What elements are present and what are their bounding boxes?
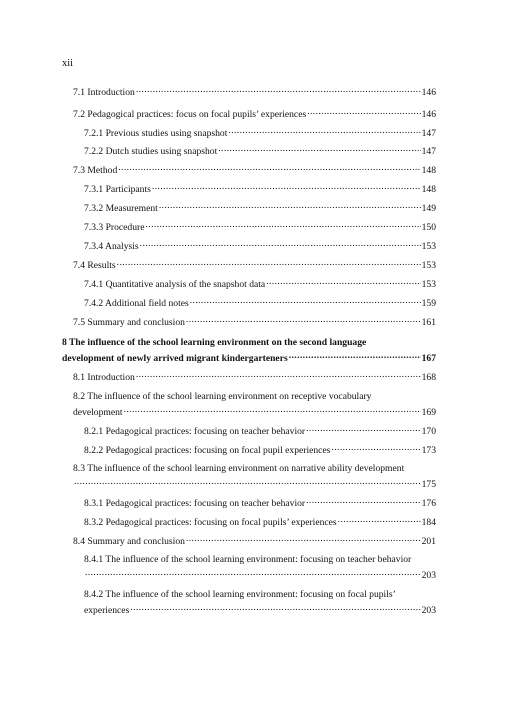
dot-leader xyxy=(140,238,421,249)
toc-entry[interactable] xyxy=(84,181,436,196)
toc-entry-title-line1[interactable]: 8.2 The influence of the school learning environment on receptive vocabulary xyxy=(73,391,372,402)
toc-entry-page: 153 xyxy=(421,241,436,252)
toc-entry[interactable] xyxy=(73,84,436,99)
dot-leader xyxy=(130,602,420,613)
toc-entry-title: 7.2 Pedagogical practices: focus on focal pupils’ experiences xyxy=(73,109,307,120)
toc-entry-title: 8.4 Summary and conclusion xyxy=(73,536,185,547)
toc-entry-page: 175 xyxy=(421,479,436,490)
toc-entry[interactable] xyxy=(84,295,436,310)
toc-entry[interactable] xyxy=(84,514,436,529)
toc-entry-page: 167 xyxy=(421,353,436,364)
toc-entry-title: 7.2.1 Previous studies using snapshot xyxy=(84,128,228,139)
toc-entry[interactable] xyxy=(84,219,436,234)
dot-leader xyxy=(218,143,420,154)
dot-leader xyxy=(152,181,421,192)
dot-leader xyxy=(228,125,420,136)
dot-leader xyxy=(85,567,421,578)
toc-chapter-title-line1[interactable]: 8 The influence of the school learning environment on the second language xyxy=(62,337,367,348)
toc-entry-page: 146 xyxy=(421,87,436,98)
toc-entry-page: 153 xyxy=(421,279,436,290)
toc-entry-title: 8.3.1 Pedagogical practices: focusing on teacher behavior xyxy=(84,498,306,509)
toc-entry-title: 7.5 Summary and conclusion xyxy=(73,317,185,328)
dot-leader xyxy=(266,276,420,287)
dot-leader xyxy=(117,257,421,268)
toc-entry-title: 7.2.2 Dutch studies using snapshot xyxy=(84,146,218,157)
toc-entry[interactable] xyxy=(73,404,436,419)
dot-leader xyxy=(118,162,420,173)
toc-entry-title: 7.4.1 Quantitative analysis of the snapshot data xyxy=(84,279,266,290)
toc-entry-title: 7.3.2 Measurement xyxy=(84,203,158,214)
toc-entry-title: 7.3 Method xyxy=(73,165,118,176)
toc-entry-title: 7.1 Introduction xyxy=(73,87,135,98)
toc-entry[interactable] xyxy=(73,162,436,177)
toc-entry-page: 161 xyxy=(421,317,436,328)
dot-leader xyxy=(159,200,421,211)
toc-entry-title: experiences xyxy=(84,605,130,616)
toc-entry-title-line1[interactable]: 8.3 The influence of the school learning environment on narrative ability development xyxy=(73,463,405,474)
toc-entry-title: 7.4.2 Additional field notes xyxy=(84,298,189,309)
toc-entry-title: 8.2.1 Pedagogical practices: focusing on teacher behavior xyxy=(84,426,306,437)
toc-entry-page: 170 xyxy=(421,426,436,437)
toc-entry-page: 150 xyxy=(421,222,436,233)
dot-leader xyxy=(186,314,421,325)
dot-leader xyxy=(306,423,421,434)
dot-leader xyxy=(289,350,421,361)
toc-entry[interactable] xyxy=(73,257,436,272)
toc-entry-page: 148 xyxy=(421,165,436,176)
dot-leader xyxy=(136,84,421,95)
toc-entry[interactable] xyxy=(84,567,436,582)
toc-entry-page: 168 xyxy=(421,372,436,383)
toc-entry-page: 148 xyxy=(421,184,436,195)
toc-entry[interactable] xyxy=(73,314,436,329)
toc-entry-page: 147 xyxy=(421,128,436,139)
toc-entry[interactable] xyxy=(84,423,436,438)
toc-entry[interactable] xyxy=(84,495,436,510)
toc-entry-page: 169 xyxy=(421,407,436,418)
toc-entry[interactable] xyxy=(84,602,436,617)
toc-entry[interactable] xyxy=(73,476,436,491)
toc-entry-title: 7.3.3 Procedure xyxy=(84,222,145,233)
toc-entry-page: 203 xyxy=(421,605,436,616)
dot-leader xyxy=(331,442,420,453)
toc-entry-page: 173 xyxy=(421,445,436,456)
toc-entry-title: development of newly arrived migrant kindergarteners xyxy=(62,353,288,364)
toc-entry[interactable] xyxy=(84,143,436,158)
dot-leader xyxy=(145,219,420,230)
dot-leader xyxy=(186,533,421,544)
toc-entry-title: 8.3.2 Pedagogical practices: focusing on focal pupils’ experiences xyxy=(84,517,337,528)
toc-entry[interactable] xyxy=(84,200,436,215)
dot-leader xyxy=(124,404,421,415)
dot-leader xyxy=(136,369,421,380)
dot-leader xyxy=(338,514,421,525)
toc-entry[interactable] xyxy=(73,369,436,384)
toc-entry-title-line1[interactable]: 8.4.1 The influence of the school learning environment: focusing on teacher behavior xyxy=(84,554,412,565)
dot-leader xyxy=(74,476,421,487)
toc-chapter-entry[interactable] xyxy=(62,350,436,365)
toc-entry-page: 201 xyxy=(421,536,436,547)
toc-entry-page: 146 xyxy=(421,109,436,120)
toc-entry-page: 203 xyxy=(421,570,436,581)
dot-leader xyxy=(307,106,420,117)
page-number: xii xyxy=(62,58,74,69)
toc-entry[interactable] xyxy=(84,276,436,291)
toc-entry-page: 159 xyxy=(421,298,436,309)
toc-entry-title: 8.1 Introduction xyxy=(73,372,135,383)
toc-entry-title: 7.3.1 Participants xyxy=(84,184,151,195)
dot-leader xyxy=(190,295,421,306)
toc-entry-page: 149 xyxy=(421,203,436,214)
toc-entry-title-line1[interactable]: 8.4.2 The influence of the school learning environment: focusing on focal pupils’ xyxy=(84,589,396,600)
toc-entry-page: 153 xyxy=(421,260,436,271)
toc-entry-title: 8.2.2 Pedagogical practices: focusing on focal pupil experiences xyxy=(84,445,331,456)
toc-entry-title: 7.4 Results xyxy=(73,260,116,271)
toc-entry[interactable] xyxy=(84,442,436,457)
toc-entry[interactable] xyxy=(84,238,436,253)
toc-entry-title: development xyxy=(73,407,123,418)
toc-entry-page: 147 xyxy=(421,146,436,157)
toc-entry[interactable] xyxy=(84,125,436,140)
toc-entry[interactable] xyxy=(73,106,436,121)
toc-entry-page: 176 xyxy=(421,498,436,509)
toc-entry[interactable] xyxy=(73,533,436,548)
toc-entry-title: 7.3.4 Analysis xyxy=(84,241,139,252)
toc-entry-page: 184 xyxy=(421,517,436,528)
dot-leader xyxy=(306,495,421,506)
